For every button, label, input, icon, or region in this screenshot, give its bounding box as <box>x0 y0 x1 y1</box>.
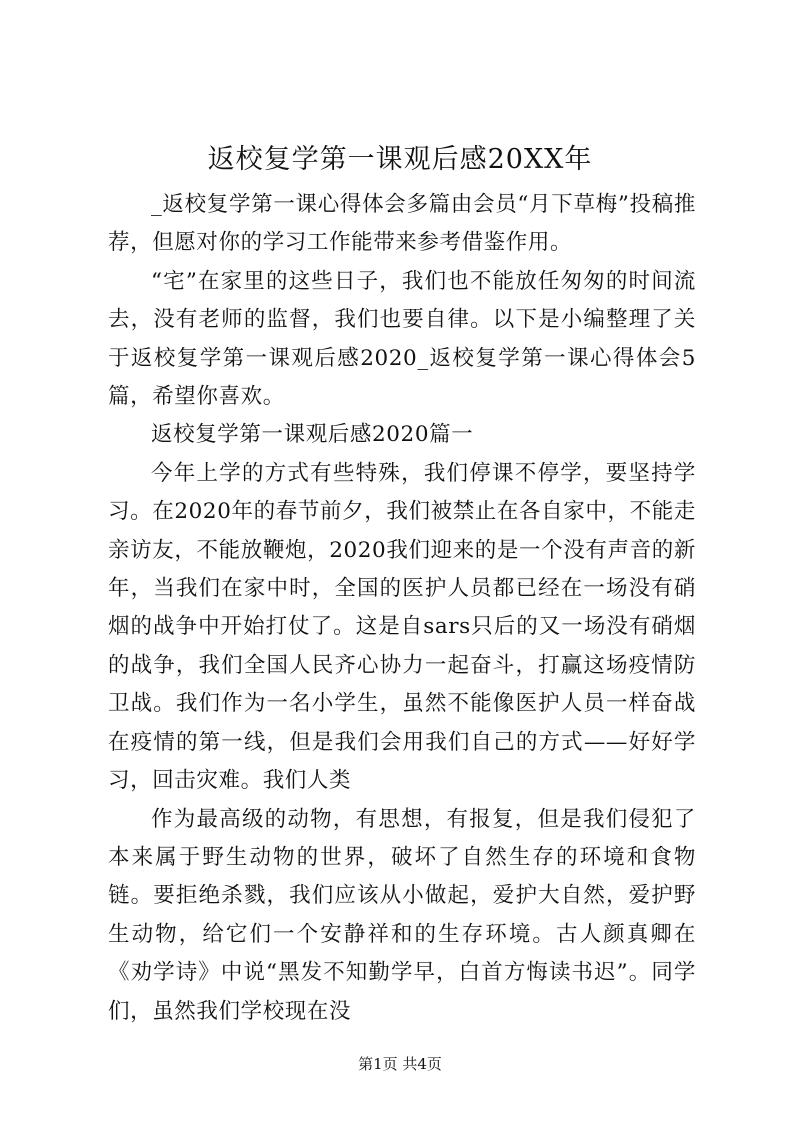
document-title: 返校复学第一课观后感20XX年 <box>207 144 593 175</box>
preface-paragraph: “宅”在家里的这些日子，我们也不能放任匆匆的时间流去，没有老师的监督，我们也要自律。以下是小编整理了关于返校复学第一课观后感2020_返校复学第一课心得体会5篇，希望你喜欢。 <box>108 268 696 410</box>
section-heading: 返校复学第一课观后感2020篇一 <box>151 422 474 448</box>
body-paragraph: 今年上学的方式有些特殊，我们停课不停学，要坚持学习。在2020年的春节前夕，我们被禁止在各自家中，不能走亲访友，不能放鞭炮，2020我们迎来的是一个没有声音的新年，当我们在家中时，全国的医护人员都已经在一场没有硝烟的战争中开始打仗了。这是自sars只后的又一场没有硝烟的战争，我们全国人民齐心协力一起奋斗，打赢这场疫情防卫战。我们作为一名小学生，虽然不能像医护人员一样奋战在疫情的第一线，但是我们会用我们自己的方式——好好学习，回击灾难。我们人类 <box>108 460 696 794</box>
page-footer: 第1页 共4页 <box>358 1055 442 1073</box>
body-paragraph: 作为最高级的动物，有思想，有报复，但是我们侵犯了本来属于野生动物的世界，破坏了自然生存的环境和食物链。要拒绝杀戮，我们应该从小做起，爱护大自然，爱护野生动物，给它们一个安静祥和的生存环境。古人颜真卿在《劝学诗》中说“黑发不知勤学早，白首方悔读书迟”。同学们，虽然我们学校现在没 <box>108 806 696 1024</box>
intro-paragraph: _返校复学第一课心得体会多篇由会员“月下草梅”投稿推荐，但愿对你的学习工作能带来参考借鉴作用。 <box>108 192 696 256</box>
document-body <box>108 186 696 1031</box>
